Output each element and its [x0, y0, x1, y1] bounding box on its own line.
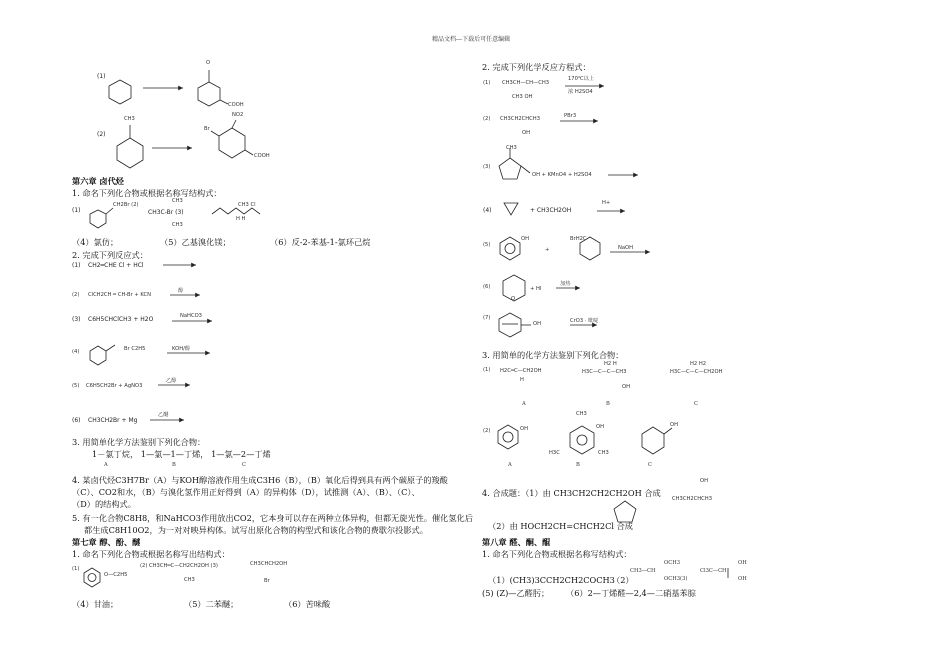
ch8-item3-oh2: OH — [738, 576, 747, 582]
q3-row1-c-top: H2 H2 — [690, 361, 707, 367]
ch6-name-4: （4）氯仿； — [72, 237, 119, 247]
q3-row1-label-c: C — [694, 401, 698, 407]
r-rxn1-cond-bot: 浓 H2SO4 — [568, 89, 593, 95]
r-rxn3-text: OH + KMnO4 + H2SO4 — [532, 172, 592, 178]
q3-row1-b-top: H2 H — [604, 361, 617, 367]
ch7-q1-item2: (2) CH3CH═C—CH2CH2OH (3) — [140, 563, 218, 569]
no2-label: NO2 — [232, 112, 244, 118]
ch8-item3-left: Cl3C—CH — [700, 568, 727, 574]
r-rxn7-cond: CrO3 · 吡啶 — [570, 318, 599, 324]
q3-row1-a-h: H — [520, 377, 524, 383]
ch6-rxn6-number: (6) — [72, 417, 81, 424]
r-rxn6-o: O — [511, 296, 516, 302]
q3-row2-c-oh: OH — [670, 422, 678, 428]
ch7-q1-prompt: 1. 命名下列化合物或根据名称写出结构式： — [72, 549, 230, 559]
ch6-name-5: （5）乙基溴化镁； — [160, 237, 231, 247]
ch6-rxn5-text: C6H5CH2Br + AgNO3 — [86, 383, 143, 389]
benzene-ring-1 — [109, 80, 131, 104]
r-rxn2-sub: OH — [522, 130, 530, 136]
ch6-q1-item2-bot: CH3 — [172, 222, 183, 228]
ch7-name-6: （6）苦味酸 — [284, 599, 331, 609]
right-q3-prompt: 3. 用简单的化学方法鉴别下列化合物： — [482, 350, 624, 360]
ch6-name-6: （6）反-2-苯基-1-氯环己烷 — [270, 237, 371, 247]
r-rxn4-number: (4) — [483, 207, 492, 214]
chapter-8-title: 第八章 醛、酮、醌 — [482, 537, 551, 547]
r-rxn5-cond: NaOH — [618, 245, 634, 251]
cooh-label-1: COOH — [228, 102, 244, 108]
q3-row1-number: (1) — [483, 367, 491, 373]
ch8-item2: （2） — [612, 575, 634, 585]
ch7-q1-item1: (1) — [72, 566, 80, 572]
ch8-item5: (5) (Z)—乙醛肟； — [482, 588, 550, 598]
ch7-q1-item2-sub: CH3 — [184, 577, 195, 583]
ch6-rxn5-condition: 乙醇 — [166, 378, 177, 384]
r-rxn6-cond: 加热 — [560, 281, 571, 287]
ch6-rxn2-condition: 醇 — [178, 288, 184, 294]
q3-row2-b-ch3b: CH3 — [598, 450, 609, 456]
ch6-q1-item1-sub: CH2Br (2) — [113, 202, 139, 208]
r-rxn5-plus: + — [545, 247, 550, 253]
ch8-q1-prompt: 1. 命名下列化合物或根据名称写结构式： — [482, 549, 632, 559]
ch6-q3-label-b: B — [172, 462, 176, 468]
ch8-item1: （1）(CH3)3CCH2CH2COCH3 — [488, 575, 615, 585]
chapter-6-title: 第六章 卤代烃 — [72, 176, 124, 186]
ch6-q4-line1: 4. 某卤代烃C3H7Br（A）与KOH醇溶液作用生成C3H6（B），（B）氧化后得到具有两个碳原子的羧酸 — [72, 475, 448, 485]
r-rxn3-sub: CH3 — [506, 145, 517, 151]
r-rxn6-number: (6) — [483, 284, 491, 290]
ch6-rxn1-number: (1) — [72, 262, 81, 269]
r-rxn3-number: (3) — [483, 164, 491, 170]
ch6-q1-item3-b: H H — [236, 216, 246, 222]
r-rxn6-text: + HI — [530, 286, 542, 292]
ch6-rxn3-text: C6H5CHClCH3 + H2O — [88, 316, 154, 323]
ch6-q4-line2: （C）、CO2和水，（B）与溴化氢作用正好得到（A）的异构体（D），试推测（A）、（B）、（C）、 — [72, 487, 420, 497]
q3-row2-a-oh: OH — [520, 426, 528, 432]
benzyl-ring — [90, 210, 106, 228]
epoxide-ring — [504, 203, 518, 215]
r-rxn1-text: CH3CH—CH—CH3 — [502, 80, 550, 86]
ch3-label: CH3 — [124, 116, 135, 122]
thf-ring — [614, 501, 636, 522]
r-rxn2-number: (2) — [483, 116, 491, 122]
ch6-q1-item2-mid: CH3C-Br (3) — [148, 209, 184, 216]
q3-row1-label-a: A — [522, 401, 526, 407]
ch6-rxn3-number: (3) — [72, 316, 81, 323]
ch6-rxn4-number: (4) — [72, 349, 80, 355]
q4-oh: OH — [700, 478, 708, 484]
right-q4-prompt: 4. 合成题：（1）由 CH3CH2CH2CH2OH 合成 — [482, 488, 661, 498]
q3-row2-label-b: B — [576, 462, 580, 468]
q3-row2-number: (2) — [483, 428, 491, 434]
ch6-rxn2-number: (2) — [72, 292, 80, 298]
top-rxn-1-number: (1) — [97, 73, 106, 80]
q3-row1-b: H3C—C—C—CH3 — [582, 369, 627, 375]
r-rxn2-text: CH3CH2CHCH3 — [500, 116, 540, 122]
cyclopentane-ring — [499, 158, 521, 179]
ch6-rxn2-text: ClCH2CH ═ CH-Br + KCN — [88, 292, 151, 298]
ch6-rxn3-condition: NaHCO3 — [180, 313, 202, 319]
o-label: O — [206, 60, 211, 66]
ch8-item2-top: OCH3 — [664, 560, 681, 566]
ch7-name-4: （4）甘油； — [72, 599, 119, 609]
ch6-rxn5-number: (5) — [72, 383, 80, 389]
phenol-ring-a — [498, 425, 518, 449]
page-header: 精品文档---下载后可任意编辑 — [432, 36, 511, 43]
ch6-q5-line1: 5. 有一化合物C8H8，和NaHCO3作用放出CO2，它本身可以存在两种立体异构，但都无旋光性。催化氢化后 — [72, 513, 473, 523]
ch6-rxn6-text: CH3CH2Br + Mg — [88, 417, 138, 424]
ch7-name-5: （5）二苯醚； — [184, 599, 239, 609]
q3-row2-b-oh: OH — [596, 424, 604, 430]
ch7-q1-item3: CH3CHCH2OH — [250, 561, 288, 567]
ch6-q4-line3: （D）的结构式。 — [72, 499, 136, 509]
q3-row1-c: H3C—C—C—CH2OH — [670, 369, 723, 375]
cyclohexene-ring — [499, 313, 521, 337]
r-rxn7-text: OH — [533, 321, 541, 327]
right-q2-prompt: 2. 完成下列化学反应方程式： — [482, 62, 591, 72]
q3-row2-b-ch3: CH3 — [576, 411, 587, 417]
right-q4-part2: （2）由 HOCH2CH=CHCH2Cl 合成 — [488, 521, 633, 531]
ch6-q2-prompt: 2. 完成下列反应式： — [72, 250, 148, 260]
ch6-q1-prompt: 1. 命名下列化合物或根据名称写结构式： — [72, 188, 222, 198]
q4-target: CH3CH2CHCH3 — [672, 496, 712, 502]
ch7-q1-item1-text: O—C2H5 — [104, 572, 128, 578]
ch6-rxn1-text: CH2═CHE Cl + HCl — [88, 262, 144, 269]
q3-row2-b-h3c: H3C — [549, 450, 560, 456]
q3-row2-label-a: A — [508, 462, 512, 468]
ch6-q3-prompt: 3. 用简单化学方法鉴别下列化合物： — [72, 437, 206, 447]
ch6-q5-line2: 都生成C8H10O2，为一对对映异构体。试写出原化合物的构型式和该化合物的费歇尔投影式。 — [84, 525, 428, 535]
ch6-q3-items: 1－氯丁烷， 1—氯—1—丁烯， 1—氯—2—丁烯 — [92, 449, 271, 459]
q3-row1-label-b: B — [606, 401, 610, 407]
ch6-rxn4-condition: KOH/醇 — [172, 346, 191, 352]
ch8-item3-oh1: OH — [738, 560, 747, 566]
phenetole-ring — [84, 568, 100, 587]
r-rxn4-cond: H+ — [602, 200, 611, 206]
br-label: Br — [204, 126, 210, 132]
mesitol-ring-b — [570, 426, 594, 454]
r-rxn2-cond: PBr3 — [564, 113, 577, 119]
r-rxn1-cond-top: 170℃以上 — [568, 76, 595, 82]
q3-row2-label-c: C — [648, 462, 652, 468]
benzene-ring-2 — [198, 70, 228, 106]
q3-row1-b-bot: OH — [622, 384, 630, 390]
r-rxn5-oh: OH — [521, 236, 529, 242]
chapter-7-title: 第七章 醇、酚、醚 — [72, 537, 141, 547]
r-rxn5-sub: BrH2C — [570, 236, 587, 242]
ch6-rxn4-text: Br C2H5 — [124, 346, 146, 352]
ch6-q1-item2-top: CH3 — [172, 198, 183, 204]
r-rxn1-sub: CH3 OH — [512, 94, 533, 100]
ch6-q1-item3: CH3 Cl — [238, 202, 256, 208]
r-rxn7-number: (7) — [483, 315, 491, 321]
toluene-ring — [117, 125, 143, 168]
q3-row1-a: H2C═C—CH2OH — [500, 368, 542, 374]
cooh-label-2: COOH — [254, 153, 270, 159]
cyclohexanol-ring-c — [642, 427, 664, 454]
ch7-q1-item3-sub: Br — [264, 578, 270, 584]
ch8-item6: （6）2—丁烯醛—2,4—二硝基苯腙 — [566, 588, 696, 598]
phenol-ring-5 — [500, 237, 520, 260]
ch8-item2-mid: CH3—CH — [630, 568, 656, 574]
top-rxn-2-number: (2) — [97, 131, 106, 138]
ch6-q3-label-c: C — [242, 462, 246, 468]
ch6-q1-item1: (1) — [72, 207, 81, 214]
ch6-rxn6-condition: 乙醚 — [158, 412, 169, 418]
r-rxn1-number: (1) — [483, 80, 491, 86]
r-rxn4-text: + CH3CH2OH — [530, 207, 572, 214]
substituted-ring — [211, 120, 253, 158]
r-rxn5-number: (5) — [483, 242, 491, 248]
styrene-ring — [90, 346, 106, 365]
ch8-item2-bot: OCH3(3) — [664, 576, 688, 582]
ch6-q3-label-a: A — [104, 462, 108, 468]
